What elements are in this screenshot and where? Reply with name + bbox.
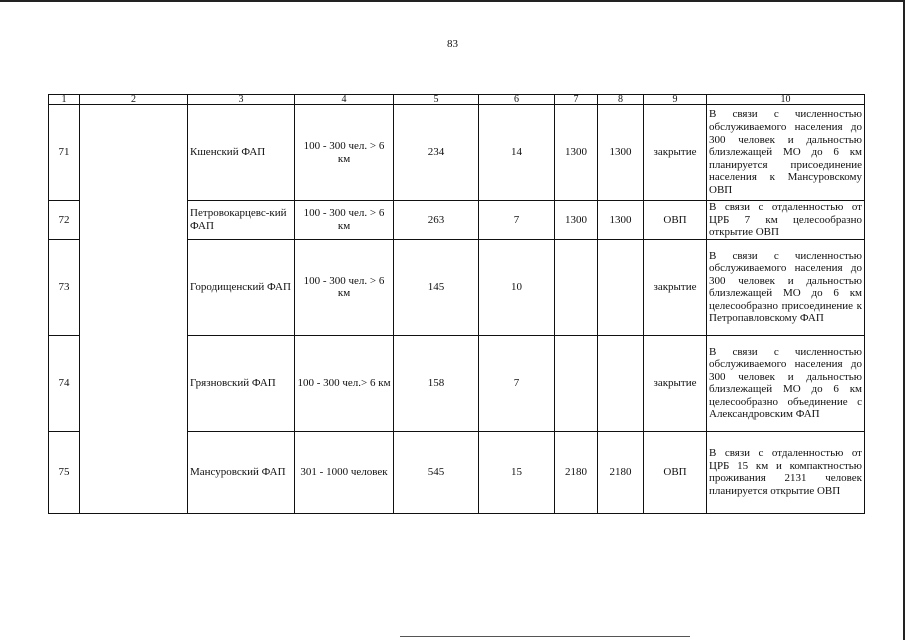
scan-edge-top bbox=[0, 0, 905, 2]
distance-km: 7 bbox=[479, 201, 555, 240]
col-header-3: 3 bbox=[188, 95, 295, 105]
col-header-5: 5 bbox=[394, 95, 479, 105]
population-range: 100 - 300 чел. > 6 км bbox=[295, 201, 394, 240]
row-number: 71 bbox=[49, 105, 80, 201]
col-header-9: 9 bbox=[644, 95, 707, 105]
col-header-1: 1 bbox=[49, 95, 80, 105]
justification: В связи с численностью обслуживаемого населения до 300 человек и дальностью близлежащей МО до 6 км целесообразно объединение с Александровским ФАП bbox=[707, 335, 865, 431]
col-header-6: 6 bbox=[479, 95, 555, 105]
decision: ОВП bbox=[644, 431, 707, 513]
distance-km: 10 bbox=[479, 239, 555, 335]
justification: В связи с отдаленностью от ЦРБ 15 км и компактностью проживания 2131 человек планируется открытие ОВП bbox=[707, 431, 865, 513]
decision: закрытие bbox=[644, 335, 707, 431]
population-range: 100 - 300 чел.> 6 км bbox=[295, 335, 394, 431]
justification: В связи с численностью обслуживаемого населения до 300 человек и дальностью близлежащей МО до 6 км целесообразно присоединение к Петропавловскому ФАП bbox=[707, 239, 865, 335]
value-col-8 bbox=[598, 335, 644, 431]
page-number: 83 bbox=[447, 38, 458, 50]
table-row bbox=[49, 105, 865, 201]
value-col-7: 2180 bbox=[555, 431, 598, 513]
population-range: 100 - 300 чел. > 6 км bbox=[295, 105, 394, 201]
population-range: 100 - 300 чел. > 6 км bbox=[295, 239, 394, 335]
value-col-7: 1300 bbox=[555, 105, 598, 201]
row-number: 74 bbox=[49, 335, 80, 431]
row-number: 72 bbox=[49, 201, 80, 240]
justification: В связи с отдаленностью от ЦРБ 7 км целесообразно открытие ОВП bbox=[707, 201, 865, 240]
decision: закрытие bbox=[644, 239, 707, 335]
population-range: 301 - 1000 человек bbox=[295, 431, 394, 513]
decision: закрытие bbox=[644, 105, 707, 201]
distance-km: 15 bbox=[479, 431, 555, 513]
facility-name: Городищенский ФАП bbox=[188, 239, 295, 335]
justification: В связи с численностью обслуживаемого населения до 300 человек и дальностью близлежащей МО до 6 км планируется присоединение населения к Мансуровскому ОВП bbox=[707, 105, 865, 201]
value-col-7 bbox=[555, 239, 598, 335]
value-col-8: 1300 bbox=[598, 105, 644, 201]
facility-name: Петровокарцевс-кий ФАП bbox=[188, 201, 295, 240]
distance-km: 14 bbox=[479, 105, 555, 201]
population-served: 158 bbox=[394, 335, 479, 431]
value-col-8 bbox=[598, 239, 644, 335]
decision: ОВП bbox=[644, 201, 707, 240]
population-served: 263 bbox=[394, 201, 479, 240]
col-header-10: 10 bbox=[707, 95, 865, 105]
scan-edge-bottom bbox=[400, 636, 690, 637]
value-col-8: 2180 bbox=[598, 431, 644, 513]
row-number: 75 bbox=[49, 431, 80, 513]
facility-name: Грязновский ФАП bbox=[188, 335, 295, 431]
col-header-7: 7 bbox=[555, 95, 598, 105]
facility-name: Кшенский ФАП bbox=[188, 105, 295, 201]
value-col-7 bbox=[555, 335, 598, 431]
value-col-8: 1300 bbox=[598, 201, 644, 240]
population-served: 234 bbox=[394, 105, 479, 201]
distance-km: 7 bbox=[479, 335, 555, 431]
col-header-4: 4 bbox=[295, 95, 394, 105]
facilities-table bbox=[48, 94, 865, 514]
value-col-7: 1300 bbox=[555, 201, 598, 240]
col-header-2: 2 bbox=[80, 95, 188, 105]
row-number: 73 bbox=[49, 239, 80, 335]
district-cell bbox=[80, 105, 188, 514]
population-served: 545 bbox=[394, 431, 479, 513]
column-number-row bbox=[49, 95, 865, 105]
population-served: 145 bbox=[394, 239, 479, 335]
col-header-8: 8 bbox=[598, 95, 644, 105]
facility-name: Мансуровский ФАП bbox=[188, 431, 295, 513]
